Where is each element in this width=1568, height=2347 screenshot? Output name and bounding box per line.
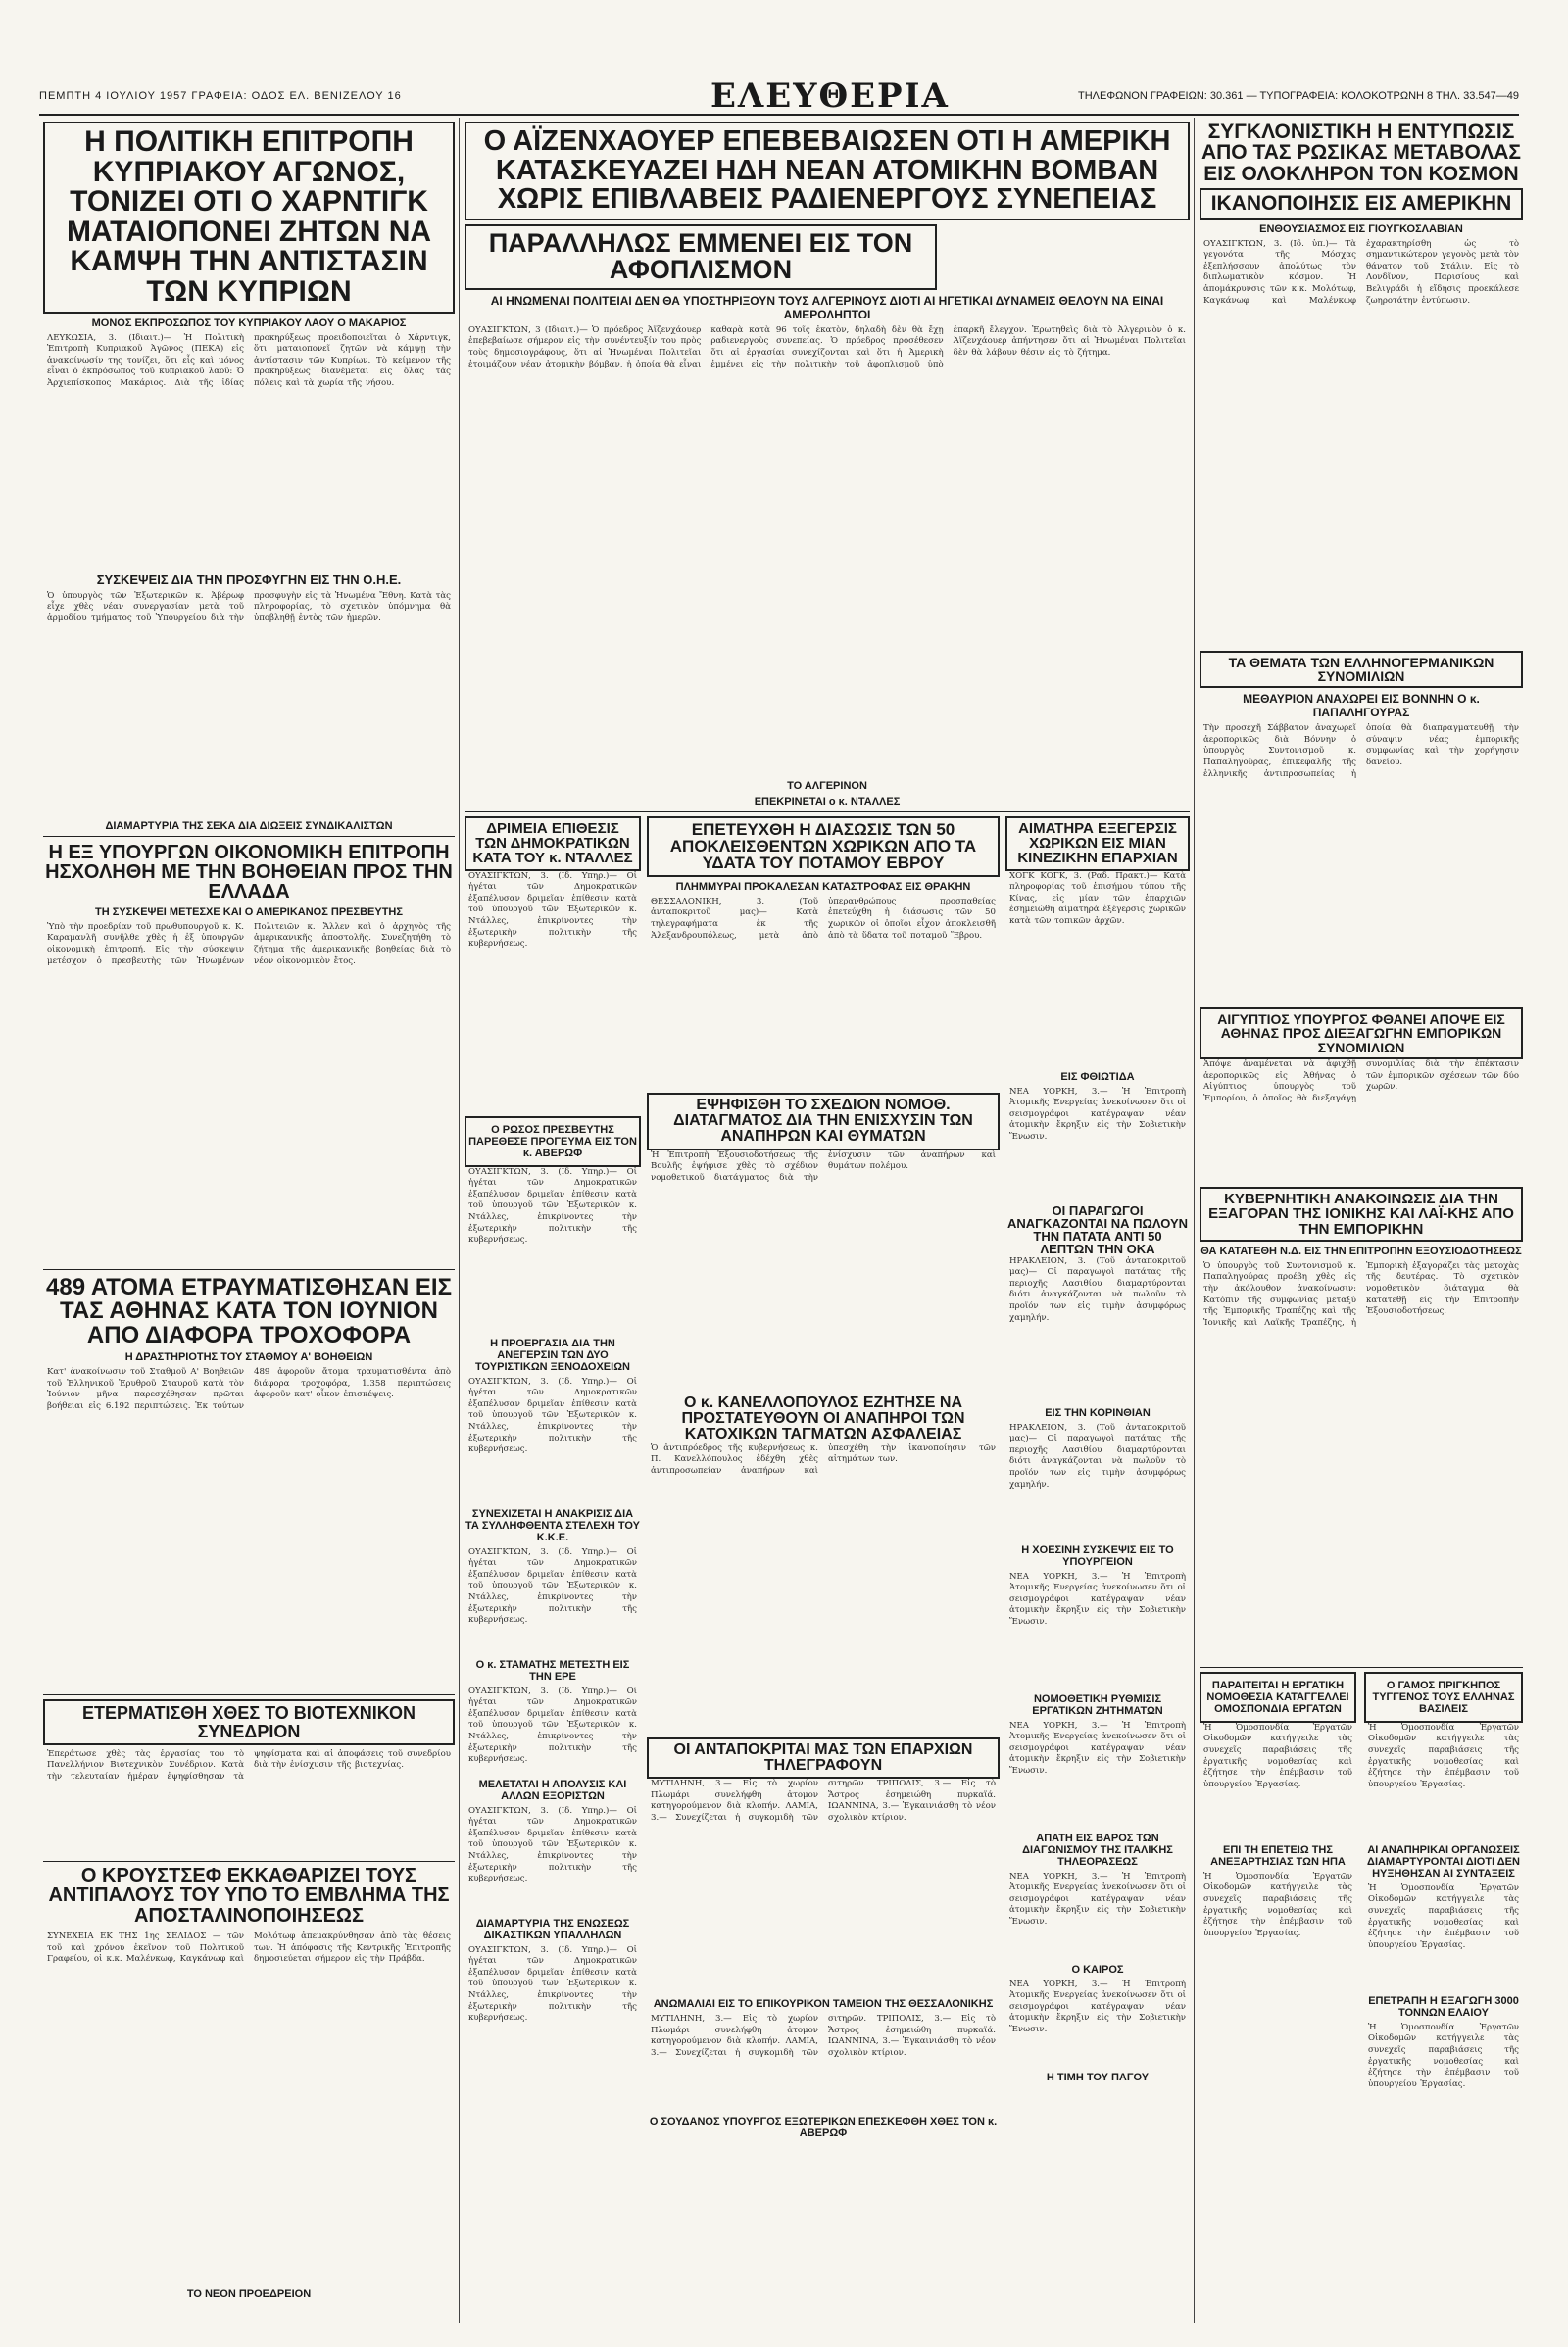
disarmament-box: [465, 224, 937, 290]
subhead-ministry-meeting: Η ΧΟΕΣΙΝΗ ΣΥΣΚΕΨΙΣ ΕΙΣ ΤΟ ΥΠΟΥΡΓΕΙΟΝ: [1021, 1543, 1174, 1568]
body-workers-3: Ἡ Ὁμοσπονδία Ἐργατῶν Οἰκοδομῶν κατήγγειλε τὰς συνεχεῖς παραβιάσεις τῆς ἐργατικῆς νομοθεσίας καὶ ἐζήτησε τὴν ἐπέμβασιν τοῦ ὑπουργείου Ἐργασίας.: [1368, 1722, 1519, 1789]
center-subcol-1: [465, 816, 641, 2326]
headline-khrushchev: Ο ΚΡΟΥΣΤΣΕΦ ΕΚΚΑΘΑΡΙΖΕΙ ΤΟΥΣ ΑΝΤΙΠΑΛΟΥΣ ΤΟΥ ΥΠΟ ΤΟ ΕΜΒΛΗΜΑ ΤΗΣ ΑΠΟΣΤΑΛΙΝΟΠΟΙΗΣΕΩΣ: [48, 1864, 450, 1927]
subhead-ice-price: Η ΤΙΜΗ ΤΟΥ ΠΑΓΟΥ: [1046, 2071, 1150, 2083]
body-russia: ΟΥΑΣΙΓΚΤΩΝ, 3. (Ιδ. ὑπ.)— Τὰ γεγονότα τῆς Μόσχας ἐξεπλήσσουν ἀπολύτως τὸν διπλωματικὸν κόσμον. Ἡ ἀπομάκρυνσις τῶν κ.κ. Μολότωφ, Καγκάνωφ καὶ Μαλένκωφ ἐχαρακτηρίσθη ὡς τὸ σημαντικώτερον γεγονὸς μετὰ τὸν θάνατον τοῦ Στάλιν. Εἰς τὸ Λονδῖνον, Παρισίους καὶ Βελιγράδι ἡ εἴδησις προεκάλεσε ζωηροτάτην ἐντύπωσιν.: [1203, 238, 1519, 306]
center-lower: [465, 816, 1190, 2326]
subhead-royal-wedding: Ο ΓΑΜΟΣ ΠΡΙΓΚΗΠΟΣ ΤΥΓΓΕΝΟΣ ΤΟΥΣ ΕΛΛΗΝΑΣ ΒΑΣΙΛΕΙΣ: [1372, 1679, 1515, 1715]
subhead-kke-inquiry: ΣΥΝΕΧΙΖΕΤΑΙ Η ΑΝΑΚΡΙΣΙΣ ΔΙΑ ΤΑ ΣΥΛΛΗΦΘΕΝΤΑ ΣΤΕΛΕΧΗ ΤΟΥ Κ.Κ.Ε.: [465, 1507, 640, 1543]
subhead-thessaloniki-fund: ΑΝΩΜΑΛΙΑΙ ΕΙΣ ΤΟ ΕΠΙΚΟΥΡΙΚΟΝ ΤΑΜΕΙΟΝ ΤΗΣ ΘΕΣΣΑΛΟΝΙΚΗΣ: [653, 1998, 994, 2011]
subhead-pensions: ΑΙ ΑΝΑΠΗΡΙΚΑΙ ΟΡΓΑΝΩΣΕΙΣ ΔΙΑΜΑΡΤΥΡΟΝΤΑΙ ΔΙΟΤΙ ΔΕΝ ΗΥΞΗΘΗΣΑΝ ΑΙ ΣΥΝΤΑΞΕΙΣ: [1367, 1843, 1520, 1880]
subhead-algeria: ΑΙ ΗΝΩΜΕΝΑΙ ΠΟΛΙΤΕΙΑΙ ΔΕΝ ΘΑ ΥΠΟΣΤΗΡΙΞΟΥΝ ΤΟΥΣ ΑΛΓΕΡΙΝΟΥΣ ΔΙΟΤΙ ΑΙ ΗΓΕΤΙΚΑΙ ΔΥΝΑΜΕΙΣ ΘΕΛΟΥΝ ΝΑ ΕΙΝΑΙ ΑΜΕΡΟΛΗΠΤΟΙ: [490, 293, 1164, 321]
subhead-sudan-minister: Ο ΣΟΥΔΑΝΟΣ ΥΠΟΥΡΓΟΣ ΕΞΩΤΕΡΙΚΩΝ ΕΠΕΣΚΕΦΘΗ ΧΘΕΣ ΤΟΝ κ. ΑΒΕΡΩΦ: [649, 2116, 998, 2140]
headline-industry-congress: ΕΤΕΡΜΑΤΙΣΘΗ ΧΘΕΣ ΤΟ ΒΙΟΤΕΧΝΙΚΟΝ ΣΥΝΕΔΡΙΟΝ: [82, 1703, 416, 1741]
subhead-new-presidium: ΤΟ ΝΕΟΝ ΠΡΟΕΔΡΕΙΟΝ: [186, 2288, 312, 2301]
body-un-appeal: Ὁ ὑπουργὸς τῶν Ἐξωτερικῶν κ. Ἀβέρωφ εἶχε χθὲς νέαν συνεργασίαν μετὰ τοῦ ἀρμοδίου τμήματος τοῦ Ὑπουργείου διὰ τὴν προσφυγὴν εἰς τὰ Ἡνωμένα Ἔθνη. Κατὰ τὰς πληροφορίας, τὸ σχετικὸν ὑπόμνημα θὰ ὑποβληθῇ ἐντὸς τῶν ἡμερῶν.: [47, 590, 451, 623]
headline-telegrams: ΟΙ ΑΝΤΑΠΟΚΡΙΤΑΙ ΜΑΣ ΤΩΝ ΕΠΑΡΧΙΩΝ ΤΗΛΕΓΡΑΦΟΥΝ: [673, 1740, 973, 1774]
headline-reserve-decree: ΕΨΗΦΙΣΘΗ ΤΟ ΣΧΕΔΙΟΝ ΝΟΜΟΘ. ΔΙΑΤΑΓΜΑΤΟΣ ΔΙΑ ΤΗΝ ΕΝΙΣΧΥΣΙΝ ΤΩΝ ΑΝΑΠΗΡΩΝ ΚΑΙ ΘΥΜΑΤΩΝ: [673, 1096, 973, 1146]
headline-evros: ΕΠΕΤΕΥΧΘΗ Η ΔΙΑΣΩΣΙΣ ΤΩΝ 50 ΑΠΟΚΛΕΙΣΘΕΝΤΩΝ ΧΩΡΙΚΩΝ ΑΠΟ ΤΑ ΥΔΑΤΑ ΤΟΥ ΠΟΤΑΜΟΥ ΕΒΡΟΥ: [669, 819, 977, 873]
body-egypt-minister: Ἀπόψε ἀναμένεται νὰ ἀφιχθῇ ἀεροπορικῶς εἰς Ἀθήνας ὁ Αἰγύπτιος ὑπουργὸς τοῦ Ἐμπορίου, ὁ ὁποῖος θὰ διεξαγάγῃ συνομιλίας διὰ τὴν ἐπέκτασιν τῶν ἐμπορικῶν σχέσεων τῶν δύο χωρῶν.: [1203, 1058, 1519, 1103]
subhead-workers: ΠΑΡΑΙΤΕΙΤΑΙ Η ΕΡΓΑΤΙΚΗ ΝΟΜΟΘΕΣΙΑ ΚΑΤΑΓΓΕΛΛΕΙ ΟΜΟΣΠΟΝΔΙΑ ΕΡΓΑΤΩΝ: [1206, 1679, 1349, 1715]
headline-america-satisfaction: ΙΚΑΝΟΠΟΙΗΣΙΣ ΕΙΣ ΑΜΕΡΙΚΗΝ: [1210, 192, 1512, 216]
headline-ionian-bank: ΚΥΒΕΡΝΗΤΙΚΗ ΑΝΑΚΟΙΝΩΣΙΣ ΔΙΑ ΤΗΝ ΕΞΑΓΟΡΑΝ ΤΗΣ ΙΟΝΙΚΗΣ ΚΑΙ ΛΑΪ-ΚΗΣ ΑΠΟ ΤΗΝ ΕΜΠΟΡΙΚΗΝ: [1208, 1190, 1514, 1238]
body-dulles-attack-4: ΟΥΑΣΙΓΚΤΩΝ, 3. (Ιδ. Υπηρ.)— Οἱ ἡγέται τῶν Δημοκρατικῶν ἐξαπέλυσαν δριμεῖαν ἐπίθεσιν κατὰ τοῦ ὑπουργοῦ τῶν Ἐξωτερικῶν κ. Ντάλλες, ἐπικρίνοντες τὴν ἐξωτερικὴν πολιτικὴν τῆς κυβερνήσεως.: [468, 1546, 637, 1626]
headline-cyprus: Η ΠΟΛΙΤΙΚΗ ΕΠΙΤΡΟΠΗ ΚΥΠΡΙΑΚΟΥ ΑΓΩΝΟΣ, ΤΟΝΙΖΕΙ ΟΤΙ Ο ΧΑΡΝΤΙΓΚ ΜΑΤΑΙΟΠΟΝΕΙ ΖΗΤΩΝ ΝΑ ΚΑΜΨΗ ΤΗΝ ΑΝΤΙΣΤΑΣΙΝ ΤΩΝ ΚΥΠΡΙΩΝ: [66, 125, 432, 308]
body-dulles-attack-5: ΟΥΑΣΙΓΚΤΩΝ, 3. (Ιδ. Υπηρ.)— Οἱ ἡγέται τῶν Δημοκρατικῶν ἐξαπέλυσαν δριμεῖαν ἐπίθεσιν κατὰ τοῦ ὑπουργοῦ τῶν Ἐξωτερικῶν κ. Ντάλλες, ἐπικρίνοντες τὴν ἐξωτερικὴν πολιτικὴν τῆς κυβερνήσεως.: [468, 1686, 637, 1765]
subhead-atomic: ΕΙΣ ΦΘΙΩΤΙΔΑ: [1060, 1070, 1135, 1083]
subhead-corinth: ΕΙΣ ΤΗΝ ΚΟΡΙΝΘΙΑΝ: [1045, 1406, 1151, 1419]
newspaper-title: ΕΛΕΥΘΕΡΙΑ: [710, 76, 950, 116]
headline-kanellopoulos: Ο κ. ΚΑΝΕΛΛΟΠΟΥΛΟΣ ΕΖΗΤΗΣΕ ΝΑ ΠΡΟΣΤΑΤΕΥΘΟΥΝ ΟΙ ΑΝΑΠΗΡΟΙ ΤΩΝ ΚΑΤΟΧΙΚΩΝ ΤΑΓΜΑΤΩΝ ΑΣΦΑΛΕΙΑΣ: [681, 1394, 965, 1443]
body-workers-4: Ἡ Ὁμοσπονδία Ἐργατῶν Οἰκοδομῶν κατήγγειλε τὰς συνεχεῖς παραβιάσεις τῆς ἐργατικῆς νομοθεσίας καὶ ἐζήτησε τὴν ἐπέμβασιν τοῦ ὑπουργείου Ἐργασίας.: [1368, 1882, 1519, 1950]
subhead-stamatis: Ο κ. ΣΤΑΜΑΤΗΣ ΜΕΤΕΣΤΗ ΕΙΣ ΤΗΝ ΕΡΕ: [475, 1658, 630, 1683]
subhead-cyprus: ΜΟΝΟΣ ΕΚΠΡΟΣΩΠΟΣ ΤΟΥ ΚΥΠΡΙΑΚΟΥ ΛΑΟΥ Ο ΜΑΚΑΡΙΟΣ: [91, 317, 407, 329]
subhead-usa-anniversary: ΕΠΙ ΤΗ ΕΠΕΤΕΙΩ ΤΗΣ ΑΝΕΞΑΡΤΗΣΙΑΣ ΤΩΝ ΗΠΑ: [1210, 1843, 1346, 1868]
body-dulles-attack-3: ΟΥΑΣΙΓΚΤΩΝ, 3. (Ιδ. Υπηρ.)— Οἱ ἡγέται τῶν Δημοκρατικῶν ἐξαπέλυσαν δριμεῖαν ἐπίθεσιν κατὰ τοῦ ὑπουργοῦ τῶν Ἐξωτερικῶν κ. Ντάλλες, ἐπικρίνοντες τὴν ἐξωτερικὴν πολιτικὴν τῆς κυβερνήσεως.: [468, 1376, 637, 1455]
cyprus-article: [43, 122, 455, 314]
body-dulles-attack-2: ΟΥΑΣΙΓΚΤΩΝ, 3. (Ιδ. Υπηρ.)— Οἱ ἡγέται τῶν Δημοκρατικῶν ἐξαπέλυσαν δριμεῖαν ἐπίθεσιν κατὰ τοῦ ὑπουργοῦ τῶν Ἐξωτερικῶν κ. Ντάλλες, ἐπικρίνοντες τὴν ἐξωτερικὴν πολιτικὴν τῆς κυβερνήσεως.: [468, 1166, 637, 1246]
headline-chinese-revolt: ΑΙΜΑΤΗΡΑ ΕΞΕΓΕΡΣΙΣ ΧΩΡΙΚΩΝ ΕΙΣ ΜΙΑΝ ΚΙΝΕΖΙΚΗΝ ΕΠΑΡΧΙΑΝ: [1017, 819, 1178, 867]
body-workers-5: Ἡ Ὁμοσπονδία Ἐργατῶν Οἰκοδομῶν κατήγγειλε τὰς συνεχεῖς παραβιάσεις τῆς ἐργατικῆς νομοθεσίας καὶ ἐζήτησε τὴν ἐπέμβασιν τοῦ ὑπουργείου Ἐργασίας.: [1368, 2022, 1519, 2089]
body-reserve-decree: Ἡ Ἐπιτροπὴ Ἐξουσιοδοτήσεως τῆς Βουλῆς ἐψήφισε χθὲς τὸ σχέδιον νομοθετικοῦ διατάγματος διὰ τὴν ἐνίσχυσιν τῶν ἀναπήρων καὶ θυμάτων πολέμου.: [651, 1149, 996, 1183]
body-ionian-bank: Ὁ ὑπουργὸς τοῦ Συντονισμοῦ κ. Παπαληγούρας προέβη χθὲς εἰς τὴν ἀκόλουθον ἀνακοίνωσιν: Κατόπιν τῆς συμφωνίας μεταξὺ τῆς Ἐμπορικῆς Τραπέζης καὶ τῆς Ἰονικῆς καὶ Λαϊκῆς Τραπέζης, ἡ Ἐμπορικὴ ἐξαγοράζει τὰς μετοχὰς τῆς δευτέρας. Τὸ σχετικὸν νομοθετικὸν διάταγμα θὰ κατατεθῇ εἰς τὴν Ἐπιτροπὴν Ἐξουσιοδοτήσεως.: [1203, 1260, 1519, 1328]
industry-article: [43, 1699, 455, 1745]
subhead-soviet-ambassador: Ο ΡΩΣΟΣ ΠΡΕΣΒΕΥΤΗΣ ΠΑΡΕΘΕΣΕ ΠΡΟΓΕΥΜΑ ΕΙΣ ΤΟΝ κ. ΑΒΕΡΩΦ: [468, 1123, 637, 1159]
body-atomic-4: ΝΕΑ ΥΟΡΚΗ, 3.— Ἡ Ἐπιτροπὴ Ἀτομικῆς Ἐνεργείας ἀνεκοίνωσεν ὅτι οἱ σεισμογράφοι κατέγραψαν νέαν ἀτομικὴν ἔκρηξιν εἰς τὴν Σοβιετικὴν Ἕνωσιν.: [1009, 1871, 1186, 1928]
body-german-talks: Τὴν προσεχῆ Σάββατον ἀναχωρεῖ ἀεροπορικῶς διὰ Βόννην ὁ ὑπουργὸς Συντονισμοῦ κ. Παπαληγούρας, ἐπικεφαλῆς τῆς ἑλληνικῆς ἀντιπροσωπείας ἡ ὁποία θὰ διαπραγματευθῇ τὴν σύναψιν νέας ἐμπορικῆς συμφωνίας καὶ τὴν χορήγησιν δανείου.: [1203, 723, 1519, 779]
subhead-yugoslavia: ΕΝΘΟΥΣΙΑΣΜΟΣ ΕΙΣ ΓΙΟΥΓΚΟΣΛΑΒΙΑΝ: [1259, 222, 1463, 235]
subhead-dulles-criticism: ΕΠΕΚΡΙΝΕΤΑΙ ο κ. ΝΤΑΛΛΕΣ: [754, 795, 901, 807]
headline-traffic-injuries: 489 ΑΤΟΜΑ ΕΤΡΑΥΜΑΤΙΣΘΗΣΑΝ ΕΙΣ ΤΑΣ ΑΘΗΝΑΣ ΚΑΤΑ ΤΟΝ ΙΟΥΝΙΟΝ ΑΠΟ ΔΙΑΦΟΡΑ ΤΡΟΧΟΦΟΡΑ: [46, 1273, 452, 1348]
headline-disarmament: ΠΑΡΑΛΛΗΛΩΣ ΕΜΜΕΝΕΙ ΕΙΣ ΤΟΝ ΑΦΟΠΛΙΣΜΟΝ: [488, 227, 913, 285]
divider: [465, 811, 1190, 812]
body-khrushchev: ΣΥΝΕΧΕΙΑ ΕΚ ΤΗΣ 1ης ΣΕΛΙΔΟΣ — τῶν τοῦ καὶ χρόνου ἐκεῖνον τοῦ Πολιτικοῦ Γραφείου, οἱ κ.κ. Μαλένκωφ, Καγκάνωφ καὶ Μολότωφ ἀπεμακρύνθησαν ἀπὸ τὰς θέσεις των. Ἡ ἀπόφασις τῆς Κεντρικῆς Ἐπιτροπῆς δημοσιεύεται σήμερον εἰς τὴν Πράβδα.: [47, 1931, 451, 1965]
subhead-exiles: ΜΕΛΕΤΑΤΑΙ Η ΑΠΟΛΥΣΙΣ ΚΑΙ ΑΛΛΩΝ ΕΞΟΡΙΣΤΩΝ: [478, 1778, 627, 1802]
subhead-papaligouras: ΜΕΘΑΥΡΙΟΝ ΑΝΑΧΩΡΕΙ ΕΙΣ ΒΟΝΝΗΝ Ο κ. ΠΑΠΑΛΗΓΟΥΡΑΣ: [1243, 692, 1480, 720]
right-column: [1200, 122, 1523, 2326]
divider: [43, 836, 455, 837]
subhead-economic-committee: ΤΗ ΣΥΣΚΕΨΕΙ ΜΕΤΕΣΧΕ ΚΑΙ Ο ΑΜΕΡΙΚΑΝΟΣ ΠΡΕΣΒΕΥΤΗΣ: [95, 905, 403, 918]
headline-potato: ΟΙ ΠΑΡΑΓΩΓΟΙ ΑΝΑΓΚΑΖΟΝΤΑΙ ΝΑ ΠΩΛΟΥΝ ΤΗΝ ΠΑΤΑΤΑ ΑΝΤΙ 50 ΛΕΠΤΩΝ ΤΗΝ ΟΚΑ: [1006, 1202, 1189, 1257]
body-chinese-revolt: ΧΟΓΚ ΚΟΓΚ, 3. (Ραδ. Πρακτ.)— Κατὰ πληροφορίας τοῦ ἐπισήμου τύπου τῆς Κίνας, εἰς μίαν τῶν ἐπαρχιῶν ἐσημειώθη αἱματηρὰ ἐξέγερσις χωρικῶν κατὰ τῶν τοπικῶν ἀρχῶν.: [1009, 870, 1186, 927]
subhead-labour-legislation: ΝΟΜΟΘΕΤΙΚΗ ΡΥΘΜΙΣΙΣ ΕΡΓΑΤΙΚΩΝ ΖΗΤΗΜΑΤΩΝ: [1032, 1692, 1163, 1717]
left-column: [43, 122, 455, 2326]
body-traffic-injuries: Κατ' ἀνακοίνωσιν τοῦ Σταθμοῦ Α' Βοηθειῶν τοῦ Ἑλληνικοῦ Ἐρυθροῦ Σταυροῦ κατὰ τὸν Ἰούνιον μῆνα παρεσχέθησαν πρῶται βοήθειαι εἰς 6.192 περιπτώσεις. Ἐκ τούτων 489 ἀφοροῦν ἄτομα τραυματισθέντα ἀπὸ διάφορα τροχοφόρα, 1.358 περιπτώσεις ἀφοροῦν κατ' οἶκον ἐπισκέψεις.: [47, 1367, 451, 1411]
body-dulles-attack-7: ΟΥΑΣΙΓΚΤΩΝ, 3. (Ιδ. Υπηρ.)— Οἱ ἡγέται τῶν Δημοκρατικῶν ἐξαπέλυσαν δριμεῖαν ἐπίθεσιν κατὰ τοῦ ὑπουργοῦ τῶν Ἐξωτερικῶν κ. Ντάλλες, ἐπικρίνοντες τὴν ἐξωτερικὴν πολιτικὴν τῆς κυβερνήσεως.: [468, 1944, 637, 2024]
subhead-weather: Ο ΚΑΙΡΟΣ: [1071, 1963, 1124, 1976]
body-potato: ΗΡΑΚΛΕΙΟΝ, 3. (Τοῦ ἀνταποκριτοῦ μας)— Οἱ παραγωγοὶ πατάτας τῆς περιοχῆς Λασιθίου διαμαρτύρονται διότι ἀναγκάζονται νὰ πωλοῦν τὸ προϊόν των εἰς τιμὴν ἀσυμφόρως χαμηλήν.: [1009, 1255, 1186, 1323]
divider: [43, 1694, 455, 1695]
divider: [1200, 1667, 1523, 1668]
body-potato-2: ΗΡΑΚΛΕΙΟΝ, 3. (Τοῦ ἀνταποκριτοῦ μας)— Οἱ παραγωγοὶ πατάτας τῆς περιοχῆς Λασιθίου διαμαρτύρονται διότι ἀναγκάζονται νὰ πωλοῦν τὸ προϊόν των εἰς τιμὴν ἀσυμφόρως χαμηλήν.: [1009, 1422, 1186, 1490]
headline-eisenhower: Ο ΑΪΖΕΝΧΑΟΥΕΡ ΕΠΕΒΕΒΑΙΩΣΕΝ ΟΤΙ Η ΑΜΕΡΙΚΗ ΚΑΤΑΣΚΕΥΑΖΕΙ ΗΔΗ ΝΕΑΝ ΑΤΟΜΙΚΗΝ ΒΟΜΒΑΝ ΧΩΡΙΣ ΕΠΙΒΛΑΒΕΙΣ ΡΑΔΙΕΝΕΡΓΟΥΣ ΣΥΝΕΠΕΙΑΣ: [483, 125, 1171, 216]
masthead-date-address: ΠΕΜΠΤΗ 4 ΙΟΥΛΙΟΥ 1957 ΓΡΑΦΕΙΑ: ΟΔΟΣ ΕΛ. ΒΕΝΙΖΕΛΟΥ 16: [39, 90, 402, 102]
center-subcol-3: [1005, 816, 1190, 2326]
body-atomic-3: ΝΕΑ ΥΟΡΚΗ, 3.— Ἡ Ἐπιτροπὴ Ἀτομικῆς Ἐνεργείας ἀνεκοίνωσεν ὅτι οἱ σεισμογράφοι κατέγραψαν νέαν ἀτομικὴν ἔκρηξιν εἰς τὴν Σοβιετικὴν Ἕνωσιν.: [1009, 1720, 1186, 1777]
column-divider: [459, 118, 460, 2323]
body-atomic: ΝΕΑ ΥΟΡΚΗ, 3.— Ἡ Ἐπιτροπὴ Ἀτομικῆς Ἐνεργείας ἀνεκοίνωσεν ὅτι οἱ σεισμογράφοι κατέγραψαν νέαν ἀτομικὴν ἔκρηξιν εἰς τὴν Σοβιετικὴν Ἕνωσιν.: [1009, 1086, 1186, 1143]
subhead-oil-export: ΕΠΕΤΡΑΠΗ Η ΕΞΑΓΩΓΗ 3000 ΤΟΝΝΩΝ ΕΛΑΙΟΥ: [1368, 1994, 1519, 2019]
headline-egypt-minister: ΑΙΓΥΠΤΙΟΣ ΥΠΟΥΡΓΟΣ ΦΘΑΝΕΙ ΑΠΟΨΕ ΕΙΣ ΑΘΗΝΑΣ ΠΡΟΣ ΔΙΕΞΑΓΩΓΗΝ ΕΜΠΟΡΙΚΩΝ ΣΥΝΟΜΙΛΙΩΝ: [1217, 1011, 1505, 1055]
subhead-judicial-clerks: ΔΙΑΜΑΡΤΥΡΙΑ ΤΗΣ ΕΝΩΣΕΩΣ ΔΙΚΑΣΤΙΚΩΝ ΥΠΑΛΛΗΛΩΝ: [475, 1917, 630, 1941]
divider: [43, 1269, 455, 1270]
headline-economic-committee: Η ΕΞ ΥΠΟΥΡΓΩΝ ΟΙΚΟΝΟΜΙΚΗ ΕΠΙΤΡΟΠΗ ΗΣΧΟΛΗΘΗ ΜΕ ΤΗΝ ΒΟΗΘΕΙΑΝ ΠΡΟΣ ΤΗΝ ΕΛΛΑΔΑ: [45, 841, 453, 904]
masthead: [39, 76, 1519, 116]
subhead-algerian-issue: ΤΟ ΑΛΓΕΡΙΝΟΝ: [787, 779, 867, 792]
divider: [43, 1861, 455, 1862]
body-telegrams: ΜΥΤΙΛΗΝΗ, 3.— Εἰς τὸ χωρίον Πλωμάρι συνελήφθη ἀτομον κατηγορούμενον διὰ κλοπήν. ΛΑΜΙΑ, 3.— Συνεχίζεται ἡ συγκομιδὴ τῶν σιτηρῶν. ΤΡΙΠΟΛΙΣ, 3.— Εἰς τὸ Ἄστρος ἐσημειώθη πυρκαϊά. ΙΩΑΝΝΙΝΑ, 3.— Ἐγκαινιάσθη τὸ νέον σχολικὸν κτίριον.: [651, 1779, 996, 1824]
headline-russia: ΣΥΓΚΛΟΝΙΣΤΙΚΗ Η ΕΝΤΥΠΩΣΙΣ ΑΠΟ ΤΑΣ ΡΩΣΙΚΑΣ ΜΕΤΑΒΟΛΑΣ ΕΙΣ ΟΛΟΚΛΗΡΟΝ ΤΟΝ ΚΟΣΜΟΝ: [1200, 122, 1522, 185]
body-kanellopoulos: Ὁ ἀντιπρόεδρος τῆς κυβερνήσεως κ. Π. Κανελλόπουλος ἐδέχθη χθὲς ἀντιπροσωπείαν ἀναπήρων καὶ ὑπεσχέθη τὴν ἱκανοποίησιν τῶν αἰτημάτων των.: [651, 1442, 996, 1476]
masthead-phones: ΤΗΛΕΦΩΝΟΝ ΓΡΑΦΕΙΩΝ: 30.361 — ΤΥΠΟΓΡΑΦΕΙΑ: ΚΟΛΟΚΟΤΡΩΝΗ 8 ΤΗΛ. 33.547—49: [1077, 90, 1519, 102]
body-atomic-2: ΝΕΑ ΥΟΡΚΗ, 3.— Ἡ Ἐπιτροπὴ Ἀτομικῆς Ἐνεργείας ἀνεκοίνωσεν ὅτι οἱ σεισμογράφοι κατέγραψαν νέαν ἀτομικὴν ἔκρηξιν εἰς τὴν Σοβιετικὴν Ἕνωσιν.: [1009, 1571, 1186, 1628]
headline-german-talks: ΤΑ ΘΕΜΑΤΑ ΤΩΝ ΕΛΛΗΝΟΓΕΡΜΑΝΙΚΩΝ ΣΥΝΟΜΙΛΙΩΝ: [1228, 654, 1494, 684]
subhead-hotels: Η ΠΡΟΕΡΓΑΣΙΑ ΔΙΑ ΤΗΝ ΑΝΕΓΕΡΣΙΝ ΤΩΝ ΔΥΟ ΤΟΥΡΙΣΤΙΚΩΝ ΞΕΝΟΔΟΧΕΙΩΝ: [475, 1337, 630, 1373]
body-economic-committee: Ὑπὸ τὴν προεδρίαν τοῦ πρωθυπουργοῦ κ. Κ. Καραμανλῆ συνῆλθε χθὲς ἡ ἐξ ὑπουργῶν οἰκονομικὴ ἐπιτροπή. Εἰς τὴν σύσκεψιν μετέσχον ὁ πρεσβευτὴς τῶν Ἡνωμένων Πολιτειῶν κ. Ἄλλεν καὶ ὁ ἀρχηγὸς τῆς ἀμερικανικῆς ἀποστολῆς. Συνεζητήθη τὸ ζήτημα τῆς ἀμερικανικῆς βοηθείας διὰ τὸ νέον οἰκονομικὸν ἔτος.: [47, 921, 451, 966]
body-eisenhower: ΟΥΑΣΙΓΚΤΩΝ, 3 (Ιδιαιτ.)— Ὁ πρόεδρος Ἀϊζενχάουερ ἐπεβεβαίωσε σήμερον εἰς τὴν συνέντευξίν του πρὸς τοὺς δημοσιογράφους, ὅτι αἱ Ἡνωμέναι Πολιτεῖαι ἐτοιμάζουν νέαν ἀτομικὴν βόμβαν, ἡ ὁποία θὰ εἶναι καθαρὰ κατὰ 96 τοῖς ἑκατὸν, δηλαδὴ δὲν θὰ ἔχῃ ραδιενεργοὺς συνεπείας. Ὁ πρόεδρος προσέθεσεν ὅτι αἱ ἐργασίαι συνεχίζονται καὶ ὅτι ἡ Ἀμερικὴ ἐμμένει εἰς τὴν πολιτικὴν τοῦ ἀφοπλισμοῦ ὑπὸ ἐπαρκῆ ἔλεγχον. Ἐρωτηθεὶς διὰ τὸ Ἀλγερινὸν ὁ κ. Ἀϊζενχάουερ ἀπήντησεν ὅτι αἱ Ἡνωμέναι Πολιτεῖαι δὲν θὰ λάβουν θέσιν εἰς τὸ ζήτημα.: [468, 324, 1186, 369]
subhead-seka-protest: ΔΙΑΜΑΡΤΥΡΙΑ ΤΗΣ ΣΕΚΑ ΔΙΑ ΔΙΩΞΕΙΣ ΣΥΝΔΙΚΑΛΙΣΤΩΝ: [105, 819, 393, 832]
body-telegrams-2: ΜΥΤΙΛΗΝΗ, 3.— Εἰς τὸ χωρίον Πλωμάρι συνελήφθη ἀτομον κατηγορούμενον διὰ κλοπήν. ΛΑΜΙΑ, 3.— Συνεχίζεται ἡ συγκομιδὴ τῶν σιτηρῶν. ΤΡΙΠΟΛΙΣ, 3.— Εἰς τὸ Ἄστρος ἐσημειώθη πυρκαϊά. ΙΩΑΝΝΙΝΑ, 3.— Ἐγκαινιάσθη τὸ νέον σχολικὸν κτίριον.: [651, 2014, 996, 2059]
eisenhower-article: [465, 122, 1190, 220]
column-divider: [1194, 118, 1195, 2323]
subhead-ionian-bank: ΘΑ ΚΑΤΑΤΕΘΗ Ν.Δ. ΕΙΣ ΤΗΝ ΕΠΙΤΡΟΠΗΝ ΕΞΟΥΣΙΟΔΟΤΗΣΕΩΣ: [1200, 1245, 1522, 1257]
right-lower: [1200, 1672, 1523, 2279]
subhead-un-appeal: ΣΥΣΚΕΨΕΙΣ ΔΙΑ ΤΗΝ ΠΡΟΣΦΥΓΗΝ ΕΙΣ ΤΗΝ Ο.Η.Ε.: [96, 571, 402, 587]
body-atomic-5: ΝΕΑ ΥΟΡΚΗ, 3.— Ἡ Ἐπιτροπὴ Ἀτομικῆς Ἐνεργείας ἀνεκοίνωσεν ὅτι οἱ σεισμογράφοι κατέγραψαν νέαν ἀτομικὴν ἔκρηξιν εἰς τὴν Σοβιετικὴν Ἕνωσιν.: [1009, 1979, 1186, 2035]
body-dulles-attack-6: ΟΥΑΣΙΓΚΤΩΝ, 3. (Ιδ. Υπηρ.)— Οἱ ἡγέται τῶν Δημοκρατικῶν ἐξαπέλυσαν δριμεῖαν ἐπίθεσιν κατὰ τοῦ ὑπουργοῦ τῶν Ἐξωτερικῶν κ. Ντάλλες, ἐπικρίνοντες τὴν ἐξωτερικὴν πολιτικὴν τῆς κυβερνήσεως.: [468, 1805, 637, 1884]
body-evros: ΘΕΣΣΑΛΟΝΙΚΗ, 3. (Τοῦ ἀνταποκριτοῦ μας)— Κατὰ τηλεγραφήματα ἐκ τῆς Ἀλεξανδρουπόλεως, μετὰ ἀπὸ ὑπερανθρώπους προσπαθείας ἐπετεύχθη ἡ διάσωσις τῶν 50 χωρικῶν οἱ ὁποῖοι εἶχον ἀποκλεισθῆ ἀπὸ τὰ ὕδατα τοῦ ποταμοῦ Ἕβρου.: [651, 896, 996, 941]
body-dulles-attack: ΟΥΑΣΙΓΚΤΩΝ, 3. (Ιδ. Υπηρ.)— Οἱ ἡγέται τῶν Δημοκρατικῶν ἐξαπέλυσαν δριμεῖαν ἐπίθεσιν κατὰ τοῦ ὑπουργοῦ τῶν Ἐξωτερικῶν κ. Ντάλλες, ἐπικρίνοντες τὴν ἐξωτερικὴν πολιτικὴν τῆς κυβερνήσεως.: [468, 870, 637, 950]
subhead-floods: ΠΛΗΜΜΥΡΑΙ ΠΡΟΚΑΛΕΣΑΝ ΚΑΤΑΣΤΡΟΦΑΣ ΕΙΣ ΘΡΑΚΗΝ: [675, 880, 971, 893]
headline-dulles-attack: ΔΡΙΜΕΙΑ ΕΠΙΘΕΣΙΣ ΤΩΝ ΔΗΜΟΚΡΑΤΙΚΩΝ ΚΑΤΑ ΤΟΥ κ. ΝΤΑΛΛΕΣ: [472, 819, 633, 867]
subhead-traffic-injuries: Η ΔΡΑΣΤΗΡΙΟΤΗΣ ΤΟΥ ΣΤΑΘΜΟΥ Α' ΒΟΗΘΕΙΩΝ: [124, 1351, 373, 1364]
center-subcol-2: [647, 816, 1000, 2326]
subhead-italian-tv: ΑΠΑΤΗ ΕΙΣ ΒΑΡΟΣ ΤΩΝ ΔΙΑΓΩΝΙΣΜΟΥ ΤΗΣ ΙΤΑΛΙΚΗΣ ΤΗΛΕΟΡΑΣΕΩΣ: [1022, 1832, 1173, 1868]
center-column: [465, 122, 1190, 2326]
body-industry-congress: Ἐπεράτωσε χθὲς τὰς ἐργασίας του τὸ Πανελλήνιον Βιοτεχνικὸν Συνέδριον. Κατὰ τὴν τελευταίαν ἡμέραν ἐψηφίσθησαν τὰ ψηφίσματα καὶ αἱ ἀποφάσεις τοῦ συνεδρίου διὰ τὴν ἐνίσχυσιν τῆς βιοτεχνίας.: [47, 1748, 451, 1783]
body-workers: Ἡ Ὁμοσπονδία Ἐργατῶν Οἰκοδομῶν κατήγγειλε τὰς συνεχεῖς παραβιάσεις τῆς ἐργατικῆς νομοθεσίας καὶ ἐζήτησε τὴν ἐπέμβασιν τοῦ ὑπουργείου Ἐργασίας.: [1203, 1722, 1352, 1789]
body-workers-2: Ἡ Ὁμοσπονδία Ἐργατῶν Οἰκοδομῶν κατήγγειλε τὰς συνεχεῖς παραβιάσεις τῆς ἐργατικῆς νομοθεσίας καὶ ἐζήτησε τὴν ἐπέμβασιν τοῦ ὑπουργείου Ἐργασίας.: [1203, 1871, 1352, 1938]
body-cyprus: ΛΕΥΚΩΣΙΑ, 3. (Ιδιαιτ.)— Ἡ Πολιτικὴ Ἐπιτροπὴ Κυπριακοῦ Ἀγῶνος (ΠΕΚΑ) εἰς ἀνακοίνωσίν της τονίζει, ὅτι εἷς καὶ μόνος εἶναι ὁ ἐκπρόσωπος τοῦ κυπριακοῦ λαοῦ: Ὁ Ἀρχιεπίσκοπος Μακάριος. Διὰ τῆς ἰδίας προκηρύξεως προειδοποιεῖται ὁ Χάρντιγκ, ὅτι ματαιοπονεῖ ζητῶν νὰ κάμψῃ τὴν ἀντίστασιν τῶν Κυπρίων. Τὸ κείμενον τῆς προκηρύξεως διανέμεται εἰς ὅλας τὰς πόλεις καὶ τὰ χωρία τῆς νήσου.: [47, 332, 451, 388]
